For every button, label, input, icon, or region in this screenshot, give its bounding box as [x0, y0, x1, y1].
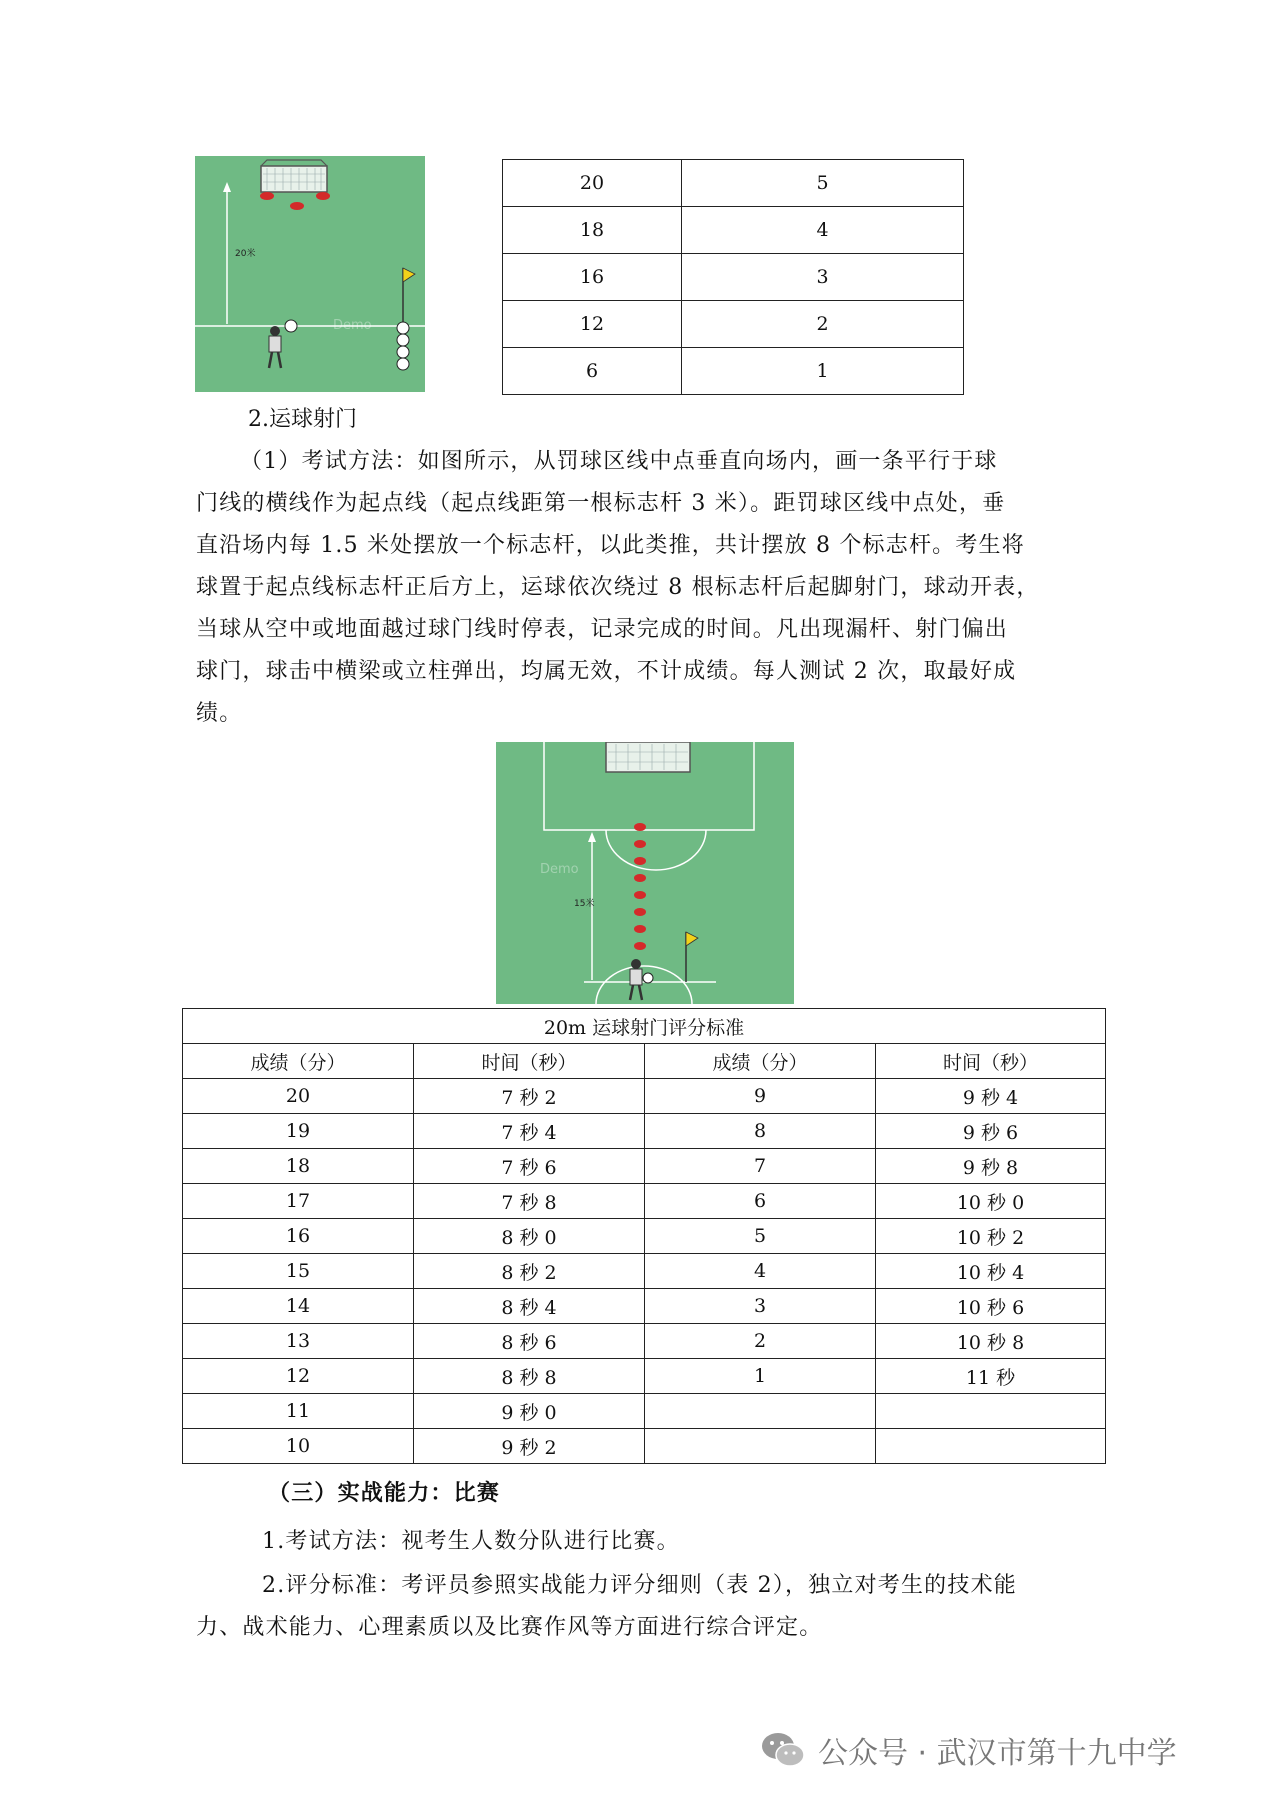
player-figure [269, 320, 297, 368]
table-cell: 8 秒 0 [414, 1219, 645, 1254]
table-row [183, 1254, 1106, 1289]
table-cell: 8 秒 8 [414, 1359, 645, 1394]
table-cell: 17 [183, 1184, 414, 1219]
table-cell: 9 秒 8 [876, 1149, 1106, 1184]
table-cell: 1 [682, 348, 964, 395]
cone-marker [634, 874, 646, 882]
cone-marker [634, 840, 646, 848]
table-cell: 8 秒 4 [414, 1289, 645, 1324]
table-cell: 10 秒 8 [876, 1324, 1106, 1359]
score-table-dribble [182, 1008, 1106, 1464]
player-figure [630, 959, 653, 1000]
table-row [183, 1324, 1106, 1359]
figure-field-dribble [496, 742, 794, 1004]
paragraph-line: 直沿场内每 1.5 米处摆放一个标志杆，以此类推，共计摆放 8 个标志杆。考生将 [196, 533, 1025, 558]
table-row [503, 254, 964, 301]
wechat-icon [760, 1731, 806, 1769]
footer-watermark [760, 1728, 1177, 1772]
figure-field-shuttle [195, 156, 425, 392]
table-row [183, 1079, 1106, 1114]
table-cell: 14 [183, 1289, 414, 1324]
section-heading: 2.运球射门 [248, 407, 357, 432]
method-paragraph [196, 441, 1094, 735]
cone-marker [290, 202, 304, 210]
paragraph-line: 当球从空中或地面越过球门线时停表，记录完成的时间。凡出现漏杆、射门偏出 [196, 617, 1009, 642]
table-cell: 2 [682, 301, 964, 348]
table-cell [645, 1429, 876, 1464]
table-cell: 10 [183, 1429, 414, 1464]
table-row [183, 1149, 1106, 1184]
table-cell: 12 [503, 301, 682, 348]
section3-item1: 1.考试方法：视考生人数分队进行比赛。 [262, 1529, 680, 1554]
table-cell [876, 1394, 1106, 1429]
table-row [183, 1114, 1106, 1149]
table-cell: 10 秒 6 [876, 1289, 1106, 1324]
table-cell: 7 [645, 1149, 876, 1184]
table-cell: 18 [503, 207, 682, 254]
cone-marker [316, 192, 330, 200]
table-cell: 18 [183, 1149, 414, 1184]
cone-marker [260, 192, 274, 200]
table-cell: 15 [183, 1254, 414, 1289]
table-row [503, 160, 964, 207]
watermark-text: Demo [333, 318, 372, 333]
table-cell [876, 1429, 1106, 1464]
cone-marker [634, 925, 646, 933]
table-cell: 8 [645, 1114, 876, 1149]
table-row [503, 348, 964, 395]
paragraph-line: 门线的横线作为起点线（起点线距第一根标志杆 3 米）。距罚球区线中点处，垂 [196, 491, 1006, 516]
table-row [503, 301, 964, 348]
table-cell: 9 秒 4 [876, 1079, 1106, 1114]
table-cell: 5 [645, 1219, 876, 1254]
table-cell: 9 秒 6 [876, 1114, 1106, 1149]
table-cell: 4 [645, 1254, 876, 1289]
paragraph-line: 2.评分标准：考评员参照实战能力评分细则（表 2），独立对考生的技术能 [262, 1573, 1017, 1598]
table-cell: 6 [503, 348, 682, 395]
distance-label: 15米 [574, 899, 595, 909]
table-cell: 6 [645, 1184, 876, 1219]
table-cell: 9 [645, 1079, 876, 1114]
table-cell: 9 秒 2 [414, 1429, 645, 1464]
column-header: 时间（秒） [876, 1044, 1106, 1079]
cone-marker [634, 942, 646, 950]
table-cell: 7 秒 4 [414, 1114, 645, 1149]
table-row [183, 1394, 1106, 1429]
table-cell: 8 秒 2 [414, 1254, 645, 1289]
table-cell: 10 秒 0 [876, 1184, 1106, 1219]
paragraph-line: 球置于起点线标志杆正后方上，运球依次绕过 8 根标志杆后起脚射门，球动开表， [196, 575, 1040, 600]
watermark-text: Demo [540, 862, 579, 877]
table-row [503, 207, 964, 254]
section3-item2 [196, 1565, 1094, 1649]
table-cell: 16 [503, 254, 682, 301]
table-row [183, 1359, 1106, 1394]
table-cell: 5 [682, 160, 964, 207]
cone-marker [634, 857, 646, 865]
table-row [183, 1184, 1106, 1219]
paragraph-line: 球门，球击中横梁或立柱弹出，均属无效，不计成绩。每人测试 2 次，取最好成 [196, 659, 1017, 684]
table-title-row [183, 1009, 1106, 1044]
table-title: 20m 运球射门评分标准 [183, 1009, 1106, 1044]
table-cell: 7 秒 2 [414, 1079, 645, 1114]
table-cell: 1 [645, 1359, 876, 1394]
table-row [183, 1219, 1106, 1254]
paragraph-line: 力、战术能力、心理素质以及比赛作风等方面进行综合评定。 [196, 1615, 823, 1640]
paragraph-line: 绩。 [196, 701, 243, 726]
table-cell: 10 秒 2 [876, 1219, 1106, 1254]
table-cell: 20 [503, 160, 682, 207]
table-cell: 3 [645, 1289, 876, 1324]
score-table-small [502, 159, 964, 395]
table-cell: 4 [682, 207, 964, 254]
table-cell: 8 秒 6 [414, 1324, 645, 1359]
distance-label: 20米 [235, 249, 256, 259]
table-row [183, 1289, 1106, 1324]
table-cell: 19 [183, 1114, 414, 1149]
cone-marker [634, 891, 646, 899]
table-cell: 7 秒 6 [414, 1149, 645, 1184]
table-cell: 20 [183, 1079, 414, 1114]
column-header: 成绩（分） [183, 1044, 414, 1079]
table-cell: 12 [183, 1359, 414, 1394]
table-cell: 10 秒 4 [876, 1254, 1106, 1289]
table-cell: 2 [645, 1324, 876, 1359]
table-cell: 11 [183, 1394, 414, 1429]
section3-heading: （三）实战能力：比赛 [268, 1480, 501, 1506]
cone-marker [634, 908, 646, 916]
cone-marker [634, 823, 646, 831]
table-cell: 16 [183, 1219, 414, 1254]
table-cell: 3 [682, 254, 964, 301]
watermark-text: 公众号 · 武汉市第十九中学 [818, 1736, 1177, 1771]
table-row [183, 1429, 1106, 1464]
table-cell: 11 秒 [876, 1359, 1106, 1394]
column-header: 成绩（分） [645, 1044, 876, 1079]
table-cell [645, 1394, 876, 1429]
table-cell: 13 [183, 1324, 414, 1359]
table-cell: 9 秒 0 [414, 1394, 645, 1429]
column-header: 时间（秒） [414, 1044, 645, 1079]
table-header-row [183, 1044, 1106, 1079]
paragraph-line: （1）考试方法：如图所示，从罚球区线中点垂直向场内，画一条平行于球 [240, 449, 998, 474]
table-cell: 7 秒 8 [414, 1184, 645, 1219]
